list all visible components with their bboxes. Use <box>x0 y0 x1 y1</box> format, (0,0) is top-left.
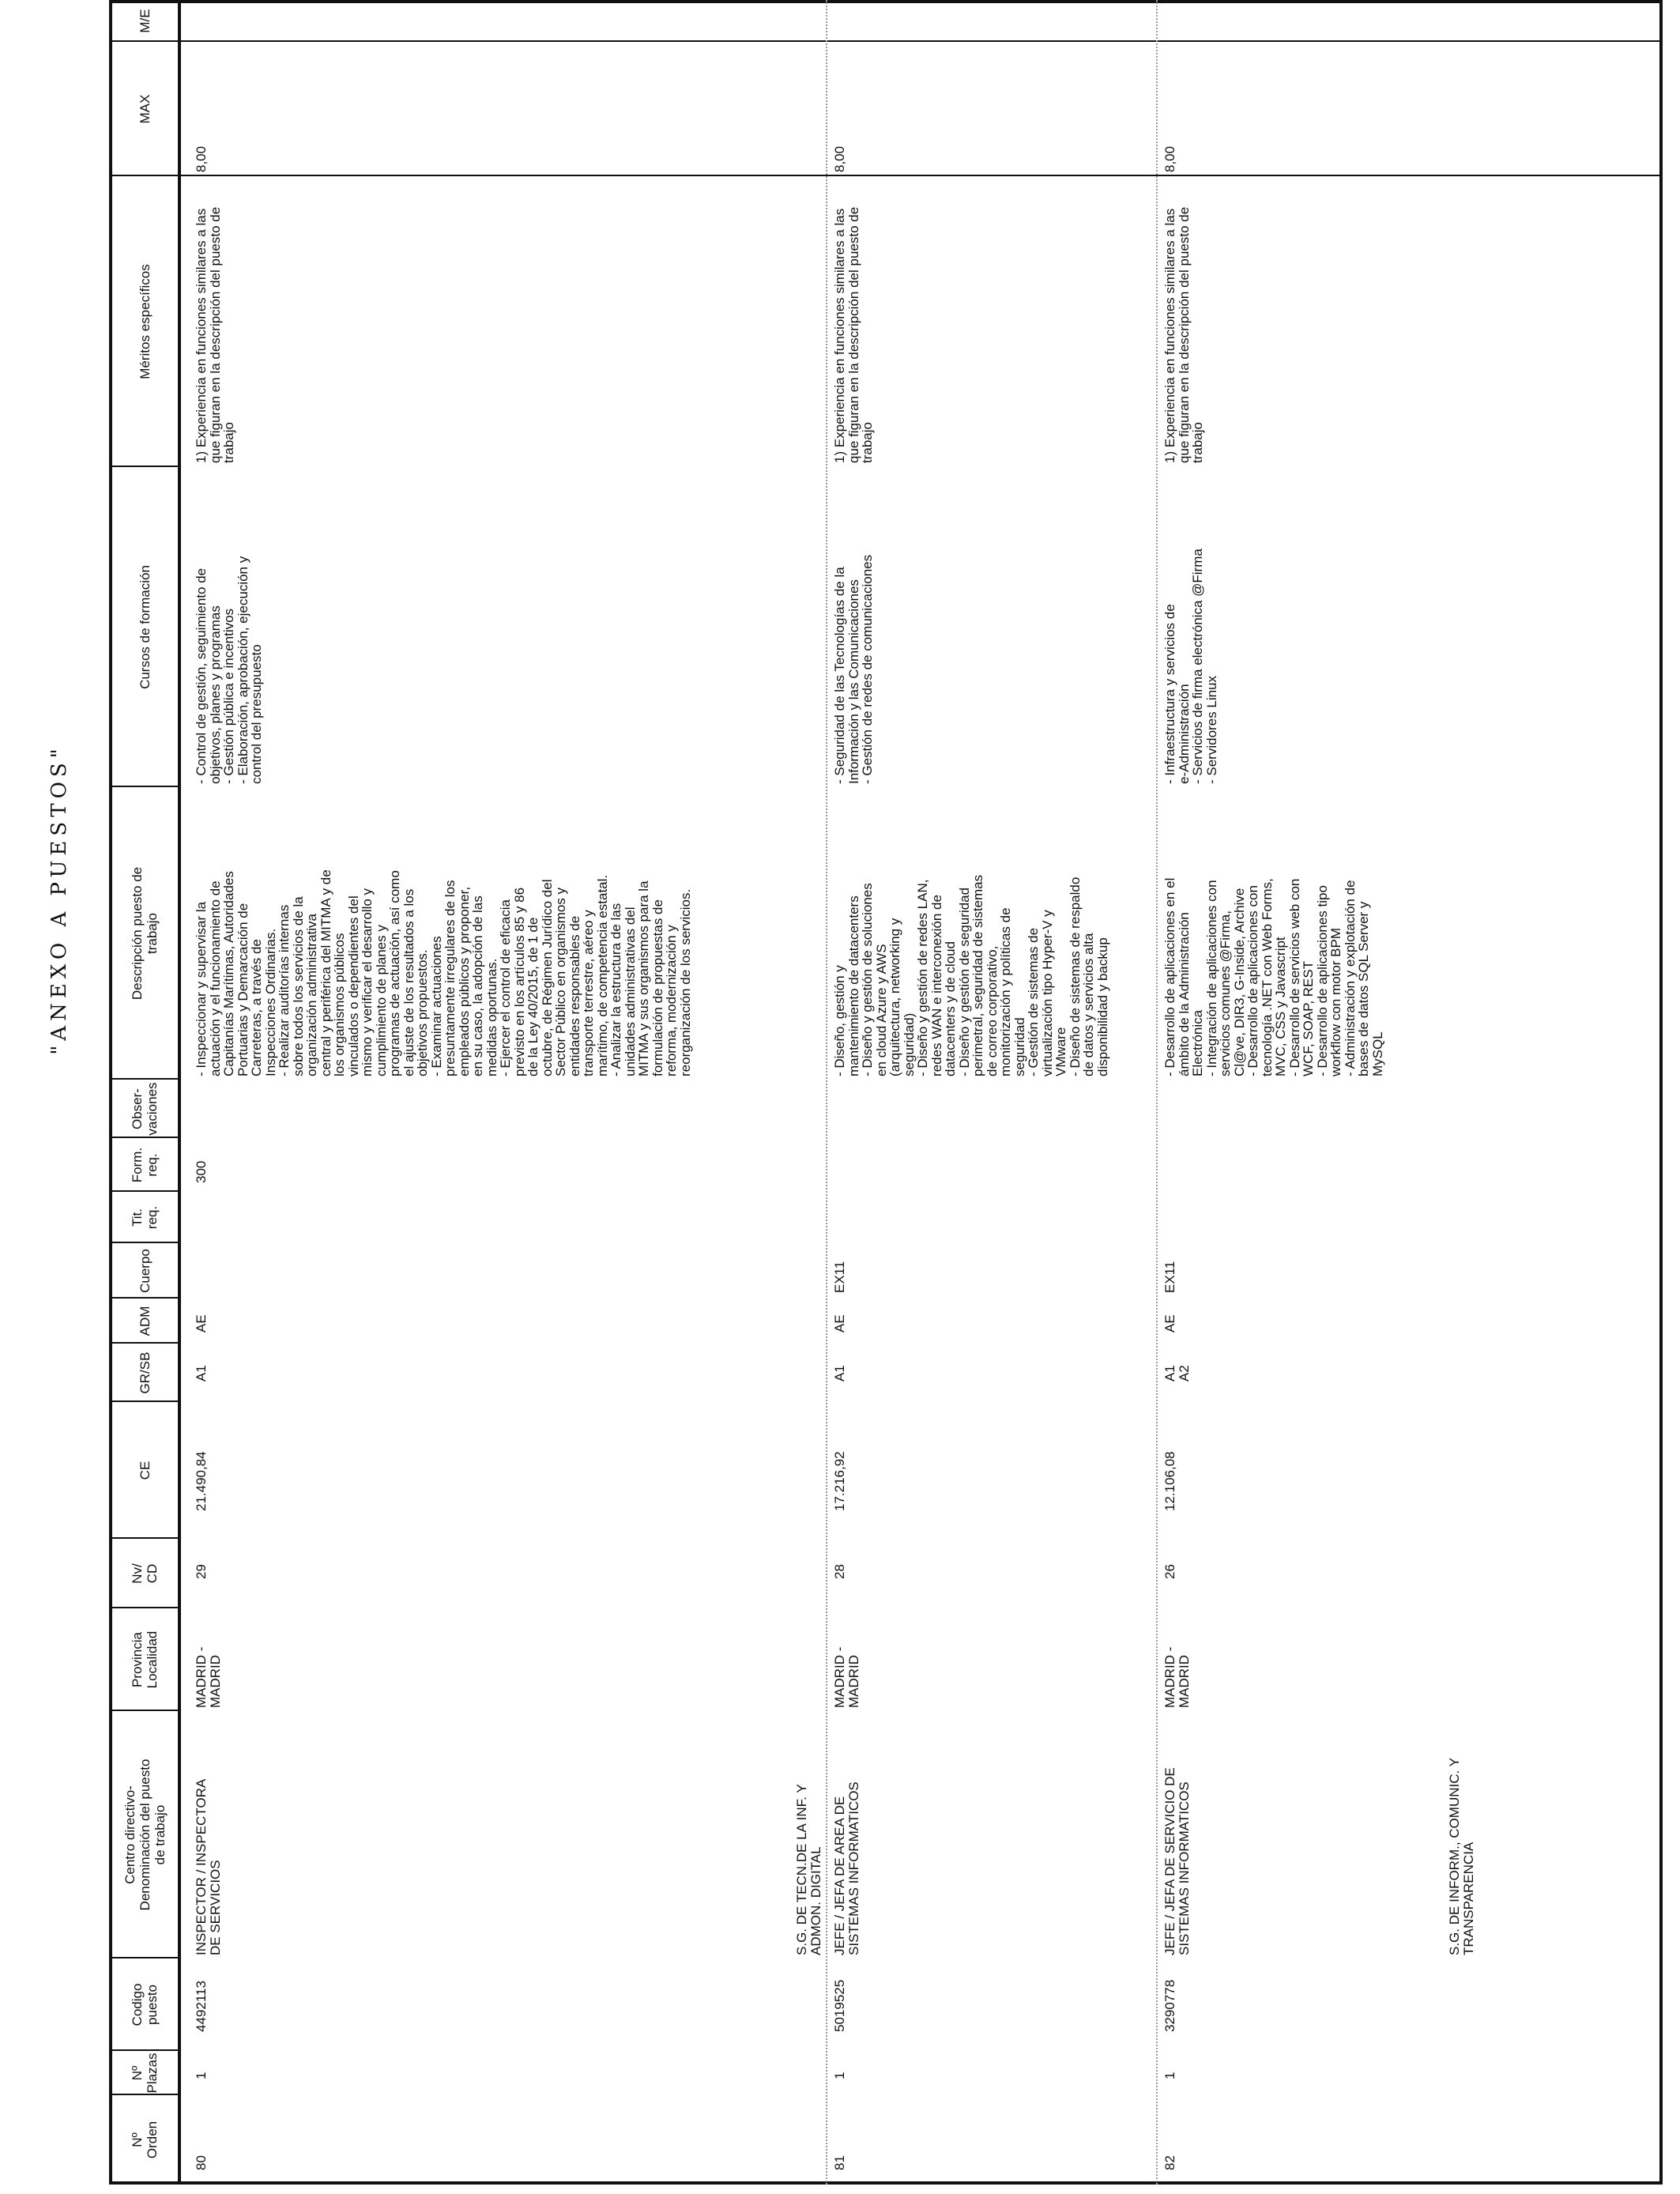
header-observaciones: Obser- vaciones <box>130 1082 160 1136</box>
header-adm: ADM <box>137 1306 153 1336</box>
meritos-cell: 1) Experiencia en funciones similares a las que figuran en la descripción del puesto de trabajo <box>1162 206 1205 463</box>
adm-cell: AE <box>1162 1314 1177 1333</box>
max-cell: 8,00 <box>832 145 847 172</box>
header-formacion: Form. req. <box>130 1147 160 1183</box>
header-me: M/E <box>137 9 153 33</box>
header-max: MAX <box>137 94 153 124</box>
provincia-cell: MADRID - MADRID <box>194 1646 223 1708</box>
provincia-cell: MADRID - MADRID <box>832 1646 861 1708</box>
meritos-cell: 1) Experiencia en funciones similares a las que figuran en la descripción del puesto de trabajo <box>194 206 236 463</box>
header-meritos: Méritos específicos <box>137 264 153 379</box>
max-cell: 8,00 <box>1162 145 1177 172</box>
centro-cell: INSPECTOR / INSPECTORA DE SERVICIOS <box>194 1778 223 1955</box>
section-heading: S.G. DE TECN.DE LA INF. Y ADMON. DIGITAL <box>794 1784 823 1955</box>
header-cursos: Cursos de formación <box>137 565 153 689</box>
codigo-cell: 3290778 <box>1162 1979 1177 2032</box>
row-separator <box>826 0 827 2185</box>
codigo-cell: 5019525 <box>832 1979 847 2032</box>
cursos-cell: - Control de gestión, seguimiento de objetivos, planes y programas - Gestión pública e incentivos - Elaboración, aprobación, ejecución y control del presupuesto <box>194 556 264 784</box>
header-provincia: Provincia Localidad <box>130 1630 160 1689</box>
nivel-cell: 28 <box>832 1564 847 1579</box>
header-cuerpo: Cuerpo <box>137 1249 153 1293</box>
codigo-cell: 4492113 <box>194 1981 209 2032</box>
ce-cell: 21.490,84 <box>194 1451 209 1511</box>
nivel-cell: 26 <box>1162 1564 1177 1579</box>
max-cell: 8,00 <box>194 145 209 172</box>
header-orden: Nº Orden <box>130 2120 160 2159</box>
header-codigo: Codigo puesto <box>130 1983 160 2026</box>
descripcion-cell: - Desarrollo de aplicaciones en el ámbito de la Administración Electrónica - Integración de aplicaciones con servicios comunes @Firma, Cl@ve, DIR3, G-Inside, Archive - Desarrollo de aplicaciones con tecnología .NET con Web Forms, MVC, CSS y Javascript - Desarrollo de servicios web con WCF, SOAP, REST - Desarrollo de aplicaciones tipo workflow con motor BPM - Administración y explotación de bases de datos SQL Server y MySQL <box>1162 877 1385 1076</box>
cursos-cell: - Infraestructura y servicios de e-Administración - Servicios de firma electrónica @Firma - Servidores Linux <box>1162 548 1219 784</box>
descripcion-cell: - Inspeccionar y supervisar la actuación y el funcionamiento de Capitanías Marítimas, Autoridades Portuarias y Demarcación de Carreteras, a través de Inspecciones Ordinarias. - Realizar auditorías internas sobre todos los servicios de la organización administrativa central y periférica del MITMA y de los organismos públicos vinculados o dependientes del mismo y verificar el desarrollo y cumplimiento de planes y programas de actuación, así como el ajuste de los resultados a los objetivos propuestos. - Examinar actuaciones presuntamente irregulares de los empleados públicos y proponer, en su caso, la adopción de las medidas oportunas. - Ejercer el control de eficacia previsto en los artículos 85 y 86 de la Ley 40/2015, de 1 de octubre, de Régimen Jurídico del Sector Público en organismos y entidades responsables de transporte terrestre, aéreo y marítimo, de competencia estatal. - Analizar la estructura de las unidades administrativas del MITMA y sus organismos para la formulación de propuestas de reforma, modernización y reorganización de los servicios. <box>194 869 693 1076</box>
orden-cell: 80 <box>194 2155 209 2170</box>
header-titulacion: Tit. req. <box>130 1205 160 1230</box>
grupo-cell: A1 <box>194 1365 209 1382</box>
plazas-cell: 1 <box>832 2071 847 2079</box>
centro-cell: JEFE / JEFA DE AREA DE SISTEMAS INFORMATICOS <box>832 1781 861 1955</box>
formacion-cell: 300 <box>194 1160 209 1183</box>
plazas-cell: 1 <box>1162 2071 1177 2079</box>
descripcion-cell: - Diseño, gestión y mantenimiento de datacenters - Diseño y gestión de soluciones en cloud Azure y AWS (arquitectura, networking y seguridad) - Diseño y gestión de redes LAN, redes WAN e interconexión de datacenters y de cloud - Diseño y gestión de seguridad perimetral, seguridad de sistemas de correo corporativo, monitorización y políticas de seguridad - Gestión de sistemas de virtualización tipo Hyper-V y VMware - Diseño de sistemas de respaldo de datos y servicios alta disponibilidad y backup <box>832 874 1110 1076</box>
cuerpo-cell: EX11 <box>832 1261 847 1293</box>
header-nivel: Nv/ CD <box>130 1563 160 1584</box>
header-grupo: GR/SB <box>137 1351 153 1394</box>
page-title: "ANEXO A PUESTOS" <box>47 744 71 1055</box>
orden-cell: 82 <box>1162 2155 1177 2170</box>
orden-cell: 81 <box>832 2155 847 2170</box>
meritos-cell: 1) Experiencia en funciones similares a las que figuran en la descripción del puesto de trabajo <box>832 206 875 463</box>
cursos-cell: - Seguridad de las Tecnologías de la Información y las Comunicaciones - Gestión de redes de comunicaciones <box>832 554 875 784</box>
ce-cell: 12.106,08 <box>1162 1451 1177 1511</box>
plazas-cell: 1 <box>194 2071 209 2079</box>
header-ce: CE <box>137 1461 153 1480</box>
header-centro: Centro directivo- Denominación del puesto de trabajo <box>122 1759 168 1911</box>
ce-cell: 17.216,92 <box>832 1451 847 1511</box>
table-frame <box>109 0 1663 2185</box>
section-heading: S.G. DE INFORM., COMUNIC. Y TRANSPARENCIA <box>1447 1758 1476 1955</box>
adm-cell: AE <box>832 1314 847 1333</box>
header-descripcion: Descripción puesto de trabajo <box>130 866 160 1001</box>
grupo-cell: A1 A2 <box>1162 1365 1192 1382</box>
grupo-cell: A1 <box>832 1365 847 1382</box>
row-separator <box>1156 0 1158 2185</box>
column-divider <box>109 40 1663 42</box>
header-plazas: Nº Plazas <box>130 2053 160 2094</box>
nivel-cell: 29 <box>194 1564 209 1579</box>
column-divider <box>109 175 1663 176</box>
adm-cell: AE <box>194 1314 209 1333</box>
provincia-cell: MADRID - MADRID <box>1162 1646 1192 1708</box>
centro-cell: JEFE / JEFA DE SERVICIO DE SISTEMAS INFORMATICOS <box>1162 1767 1192 1955</box>
cuerpo-cell: EX11 <box>1162 1261 1177 1293</box>
